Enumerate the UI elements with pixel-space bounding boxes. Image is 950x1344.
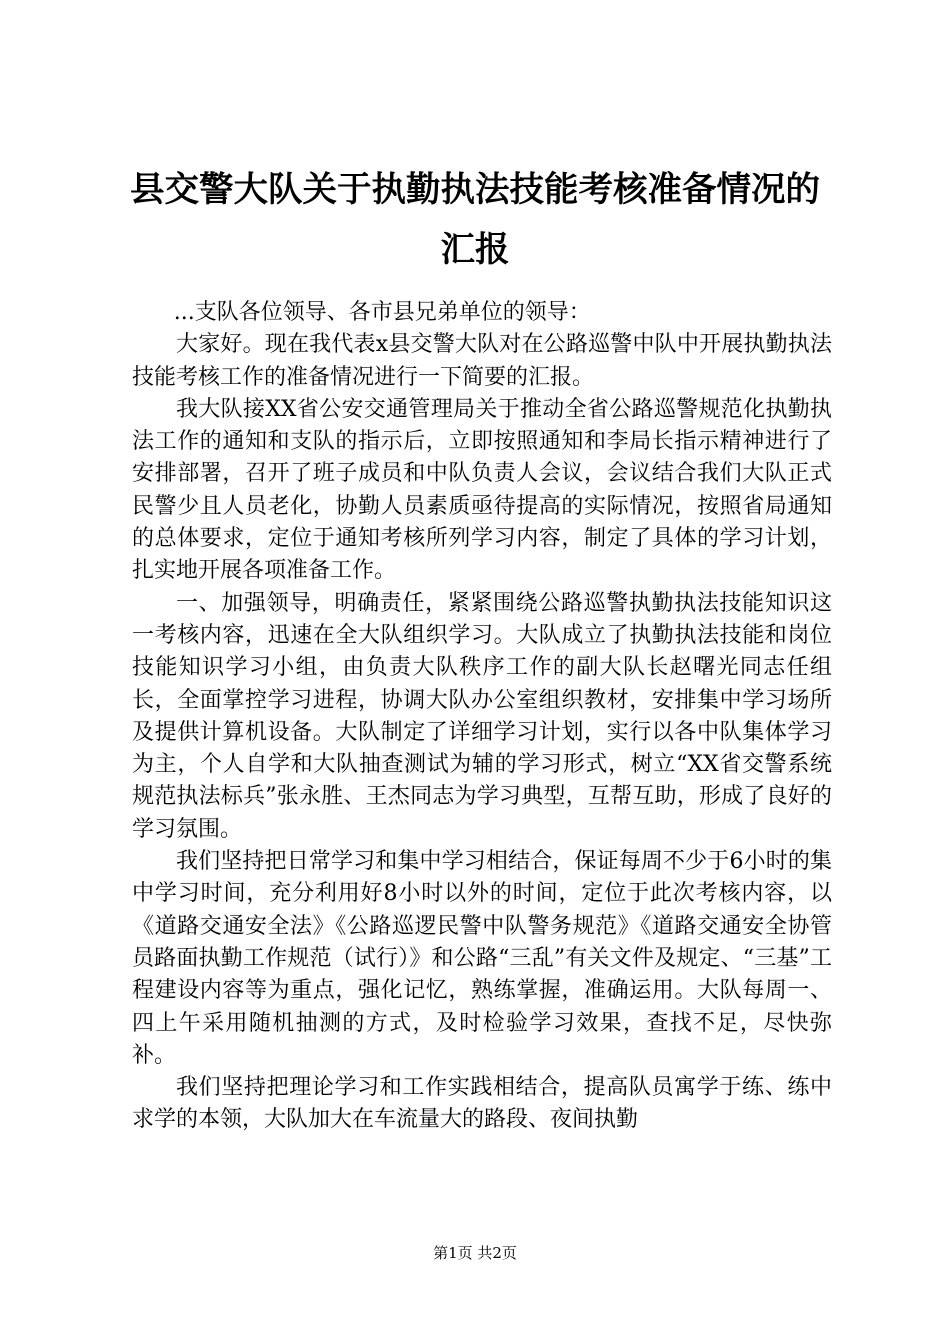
body-paragraph: 我们坚持把日常学习和集中学习相结合，保证每周不少于6小时的集中学习时间，充分利用好8小时以外的时间，定位于此次考核内容，以《道路交通安全法》《公路巡逻民警中队警务规范》《道路交通安全协管员路面执勤工作规范（试行）》和公路“三乱”有关文件及规定、“三基”工程建设内容等为重点，强化记忆，熟练掌握，准确运用。大队每周一、四上午采用随机抽测的方式，及时检验学习效果，查找不足，尽快弥补。 (132, 849, 832, 1068)
page-number-footer: 第1页 共2页 (433, 1244, 517, 1262)
salutation-paragraph: ...支队各位领导、各市县兄弟单位的领导： (173, 300, 591, 325)
body-paragraph: 一、加强领导，明确责任，紧紧围绕公路巡警执勤执法技能知识这一考核内容，迅速在全大队组织学习。大队成立了执勤执法技能和岗位技能知识学习小组，由负责大队秩序工作的副大队长赵曙光同志任组长，全面掌控学习进程，协调大队办公室组织教材，安排集中学习场所及提供计算机设备。大队制定了详细学习计划，实行以各中队集体学习为主，个人自学和大队抽查测试为辅的学习形式，树立“XX省交警系统规范执法标兵”张永胜、王杰同志为学习典型，互帮互助，形成了良好的学习氛围。 (132, 590, 832, 842)
body-paragraph: 大家好。现在我代表x县交警大队对在公路巡警中队中开展执勤执法技能考核工作的准备情况进行一下简要的汇报。 (132, 332, 832, 390)
body-paragraph: 我大队接XX省公安交通管理局关于推动全省公路巡警规范化执勤执法工作的通知和支队的指示后，立即按照通知和李局长指示精神进行了安排部署，召开了班子成员和中队负责人会议，会议结合我们大队正式民警少且人员老化，协勤人员素质亟待提高的实际情况，按照省局通知的总体要求，定位于通知考核所列学习内容，制定了具体的学习计划，扎实地开展各项准备工作。 (132, 396, 832, 584)
document-title: 县交警大队关于执勤执法技能考核准备情况的汇报 (130, 170, 820, 270)
body-paragraph: 我们坚持把理论学习和工作实践相结合，提高队员寓学于练、练中求学的本领，大队加大在车流量大的路段、夜间执勤 (132, 1075, 832, 1133)
document-body (132, 297, 832, 1137)
